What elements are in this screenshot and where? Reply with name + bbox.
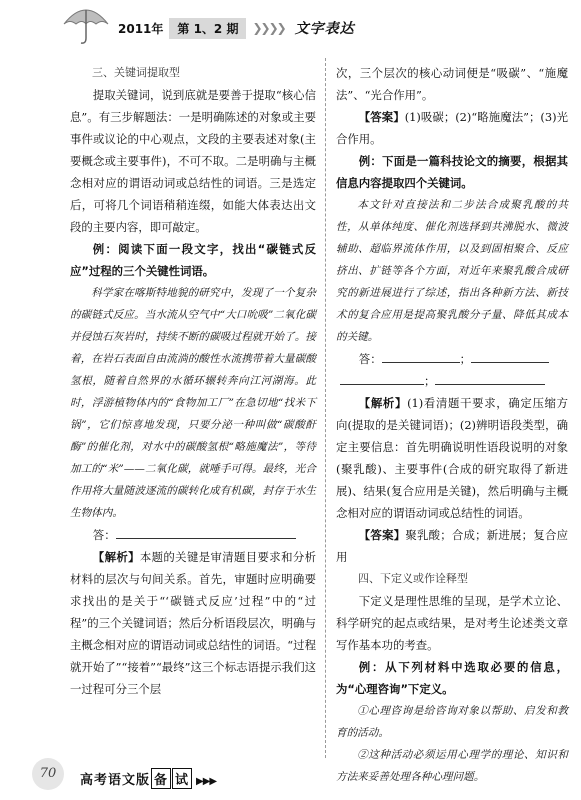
answer-line-2 (336, 348, 568, 370)
section-heading-4: 四、下定义或作诠释型 (358, 572, 468, 585)
answer-label: 答： (92, 528, 116, 542)
example-2-passage: 本文针对直接法和二步法合成聚乳酸的共性，从单体纯度、催化剂选择到共沸脱水、微波辅助、超临界流体作用，以及到固相聚合、反应挤出、扩链等各个方面，对近年来聚乳酸合成研究的新进展进行了综述，指出各种新方法、新技术的复合应用是提高聚乳酸分子量、降低其成本的关键。 (336, 199, 568, 343)
example-1-prompt: 例：阅读下面一段文字，找出“碳链式反应”过程的三个关键性词语。 (70, 242, 316, 278)
analysis-tag: 【解析】 (92, 550, 140, 564)
analysis-2 (336, 392, 568, 524)
answer-line-3 (336, 370, 568, 392)
page-footer (32, 758, 292, 794)
right-column (336, 62, 568, 788)
page-header (0, 0, 581, 52)
answer-line-1 (70, 524, 316, 546)
analysis-1 (70, 546, 316, 700)
answer-2 (336, 524, 568, 568)
material-item-2: ②这种活动必须运用心理学的理论、知识和方法来妥善处理各种心理问题。 (336, 749, 568, 783)
example-2-prompt: 例：下面是一篇科技论文的摘要，根据其信息内容提取四个关键词。 (336, 154, 568, 190)
column-divider (325, 58, 326, 758)
answer-label: 答： (358, 352, 382, 366)
analysis-tag: 【解析】 (358, 396, 408, 410)
answer-text: (1)吸碳；(2)“略施魔法”；(3)光合作用。 (336, 110, 568, 146)
umbrella-icon (62, 2, 110, 46)
answer-1 (336, 106, 568, 150)
answer-text: 聚乳酸；合成；新进展；复合应用 (336, 528, 568, 564)
definition-paragraph: 下定义是理性思维的呈现，是学术立论、科学研究的起点或结果，是对考生论述类文章写作基本功的考查。 (336, 594, 568, 652)
example-1-passage: 科学家在喀斯特地貌的研究中，发现了一个复杂的碳链式反应。当水流从空气中“大口吮吸”二氧化碳并侵蚀石灰岩时，持续不断的碳吸过程就开始了。接着，在岩石表面自由流淌的酸性水流携带着大量碳酸氢根，随着自然界的水循环辗转奔向江河湖海。此时，浮游植物体内的“食物加工厂”在急切地“找米下锅”，它们惊喜地发现，只要分泌一种叫做“碳酸酐酶”的催化剂，对水中的碳酸氢根“略施魔法”，等待加工的“米”——二氧化碳，就唾手可得。最终，光合作用将大量随波逐流的碳转化成有机碳，封存于水生生物体内。 (70, 287, 316, 519)
header-year: 2011年 (118, 21, 164, 36)
header-section-title: 文字表达 (294, 21, 355, 37)
footer-title-text: 高考语文版 (80, 773, 151, 788)
material-item-1: ①心理咨询是给咨询对象以帮助、启发和教育的活动。 (336, 705, 568, 739)
header-issue: 第 1、2 期 (169, 18, 246, 39)
left-column (70, 62, 316, 700)
answer-sep: ； (459, 352, 471, 366)
answer-tag: 【答案】 (358, 110, 405, 124)
analysis-text: (1)看清题干要求，确定压缩方向(提取的是关键词语)；(2)辨明语段类型，确定主要信息：首先明确说明性语段说明的对象(聚乳酸)、主要事件(合成的研究取得了新进展)、结果(复合应用是关键)，然后明确与主概念相对应的谓语动词或总结性的词语。 (336, 396, 568, 520)
answer-blank (340, 372, 424, 385)
example-3-prompt: 例：从下列材料中选取必要的信息，为“心理咨询”下定义。 (336, 660, 568, 696)
answer-blank (116, 526, 296, 539)
header-arrows: ❯❯❯❯ (252, 21, 285, 35)
footer-title (80, 768, 216, 789)
section-heading-3: 三、关键词提取型 (92, 66, 180, 79)
answer-blank (382, 350, 460, 363)
analysis-1-continued: 次，三个层次的核心动词便是“吸碳”、“施魔法”、“光合作用”。 (336, 66, 568, 102)
answer-blank (435, 372, 545, 385)
answer-sep: ； (424, 374, 436, 388)
answer-tag: 【答案】 (358, 528, 406, 542)
footer-box-1: 备 (151, 768, 171, 789)
footer-box-2: 试 (172, 768, 192, 789)
page-number: 70 (32, 758, 64, 790)
method-paragraph: 提取关键词，说到底就是要善于提取“核心信息”。有三步解题法：一是明确陈述的对象或主要事件或议论的中心观点，文段的主要表述对象(主要概念或主要事件)，不可不取。二是明确与主概念相对应的谓语动词或总结性的词语。三是选定后，可将几个词语稍稍连缀，如能大体表达出文段的主要内容，即可敲定。 (70, 88, 316, 234)
header-bar (112, 18, 355, 38)
answer-blank (471, 350, 549, 363)
analysis-text: 本题的关键是审清题目要求和分析材料的层次与句间关系。首先，审题时应明确要求找出的是关于“‘碳链式反应’过程”中的“过程”的三个关键词语；然后分析语段层次，明确与主概念相对应的谓语动词或总结性的词语。“过程就开始了”“接着”“最终”这三个标志语提示我们这一过程可分三个层 (70, 550, 316, 696)
footer-arrows: ▶▶▶ (196, 776, 217, 787)
